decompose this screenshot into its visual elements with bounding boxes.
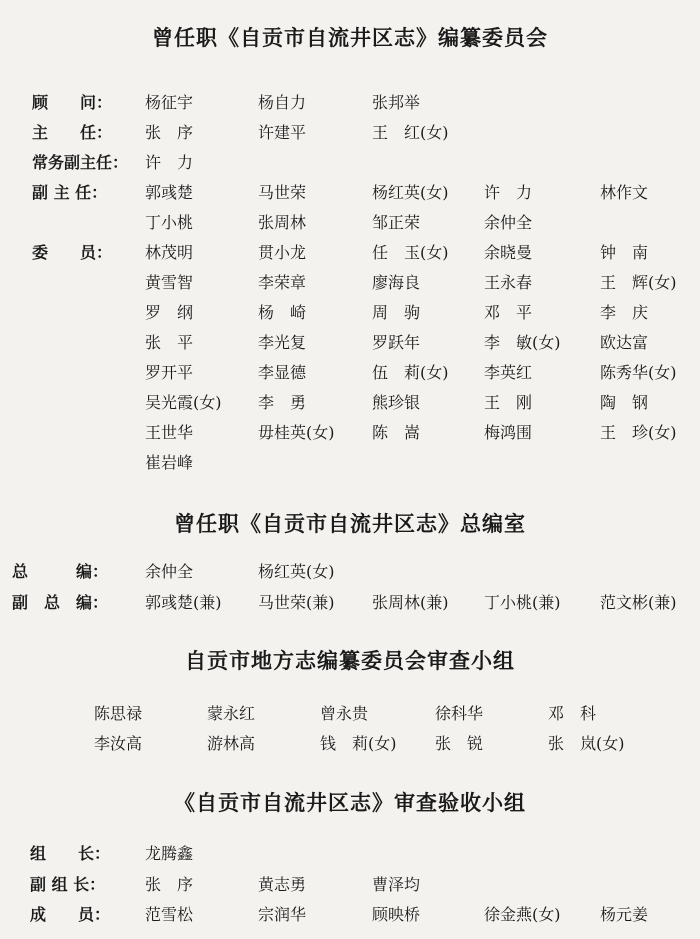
person-name: 蒙永红: [207, 704, 256, 723]
person-name: 王世华: [145, 423, 194, 442]
person-name: 王 辉(女): [600, 273, 677, 292]
person-name: 游林高: [207, 734, 256, 753]
person-name: 马世荣: [258, 183, 307, 202]
person-name: 钟 南: [600, 243, 649, 262]
person-name: 崔岩峰: [145, 453, 194, 472]
person-name: 梅鸿围: [484, 423, 533, 442]
person-name: 张周林(兼): [372, 593, 449, 612]
role-label: 总 编：: [12, 562, 109, 581]
person-name: 陈 嵩: [372, 423, 421, 442]
role-label: 副 组 长：: [30, 875, 106, 894]
person-name: 李英红: [484, 363, 533, 382]
person-name: 毋桂英(女): [258, 423, 335, 442]
person-name: 杨自力: [258, 93, 307, 112]
person-name: 张 锐: [435, 734, 484, 753]
section-title: 曾任职《自贡市自流井区志》编纂委员会: [152, 26, 548, 50]
person-name: 伍 莉(女): [372, 363, 449, 382]
section-title: 曾任职《自贡市自流井区志》总编室: [174, 512, 526, 536]
person-name: 范雪松: [145, 905, 194, 924]
person-name: 罗 纲: [145, 303, 194, 322]
person-name: 王 红(女): [372, 123, 449, 142]
person-name: 周 驹: [372, 303, 421, 322]
person-name: 欧达富: [600, 333, 649, 352]
person-name: 许 力: [145, 153, 194, 172]
person-name: 贯小龙: [258, 243, 307, 262]
role-label: 委 员：: [32, 243, 113, 262]
person-name: 张 序: [145, 123, 194, 142]
person-name: 郭彧楚(兼): [145, 593, 222, 612]
person-name: 徐金燕(女): [484, 905, 561, 924]
person-name: 张周林: [258, 213, 307, 232]
person-name: 罗跃年: [372, 333, 421, 352]
person-name: 李汝高: [94, 734, 143, 753]
person-name: 李 敏(女): [484, 333, 561, 352]
person-name: 李光复: [258, 333, 307, 352]
person-name: 张 平: [145, 333, 194, 352]
role-label: 顾 问：: [32, 93, 113, 112]
person-name: 王 刚: [484, 393, 533, 412]
person-name: 龙腾鑫: [145, 844, 194, 863]
person-name: 陶 钢: [600, 393, 649, 412]
role-label: 成 员：: [30, 905, 111, 924]
person-name: 张邦举: [372, 93, 421, 112]
person-name: 李 庆: [600, 303, 649, 322]
person-name: 许建平: [258, 123, 307, 142]
person-name: 许 力: [484, 183, 533, 202]
person-name: 徐科华: [435, 704, 484, 723]
person-name: 杨元姜: [600, 905, 649, 924]
person-name: 李 勇: [258, 393, 307, 412]
person-name: 黄志勇: [258, 875, 307, 894]
person-name: 钱 莉(女): [320, 734, 397, 753]
person-name: 余仲全: [484, 213, 533, 232]
person-name: 李显德: [258, 363, 307, 382]
role-label: 副 主 任：: [32, 183, 108, 202]
person-name: 张 序: [145, 875, 194, 894]
person-name: 王永春: [484, 273, 533, 292]
person-name: 邓 科: [548, 704, 597, 723]
person-name: 范文彬(兼): [600, 593, 677, 612]
person-name: 郭彧楚: [145, 183, 194, 202]
person-name: 吴光霞(女): [145, 393, 222, 412]
person-name: 李荣章: [258, 273, 307, 292]
person-name: 马世荣(兼): [258, 593, 335, 612]
person-name: 罗开平: [145, 363, 194, 382]
role-label: 主 任：: [32, 123, 113, 142]
person-name: 杨红英(女): [372, 183, 449, 202]
role-label: 常务副主任：: [32, 153, 129, 172]
person-name: 林茂明: [145, 243, 194, 262]
person-name: 余晓曼: [484, 243, 533, 262]
person-name: 熊珍银: [372, 393, 421, 412]
person-name: 杨红英(女): [258, 562, 335, 581]
person-name: 曾永贵: [320, 704, 369, 723]
person-name: 陈秀华(女): [600, 363, 677, 382]
role-label: 组 长：: [30, 844, 111, 863]
person-name: 宗润华: [258, 905, 307, 924]
section-title: 自贡市地方志编纂委员会审查小组: [185, 649, 515, 673]
person-name: 黄雪智: [145, 273, 194, 292]
section-title: 《自贡市自流井区志》审查验收小组: [174, 791, 526, 815]
person-name: 顾映桥: [372, 905, 421, 924]
person-name: 杨 崎: [258, 303, 307, 322]
person-name: 余仲全: [145, 562, 194, 581]
person-name: 王 珍(女): [600, 423, 677, 442]
person-name: 杨征宇: [145, 93, 194, 112]
person-name: 林作文: [600, 183, 649, 202]
person-name: 任 玉(女): [372, 243, 449, 262]
person-name: 丁小桃(兼): [484, 593, 561, 612]
role-label: 副 总 编：: [12, 593, 109, 612]
person-name: 曹泽均: [372, 875, 421, 894]
person-name: 丁小桃: [145, 213, 194, 232]
person-name: 邹正荣: [372, 213, 421, 232]
person-name: 张 岚(女): [548, 734, 625, 753]
person-name: 陈思禄: [94, 704, 143, 723]
person-name: 邓 平: [484, 303, 533, 322]
person-name: 廖海良: [372, 273, 421, 292]
